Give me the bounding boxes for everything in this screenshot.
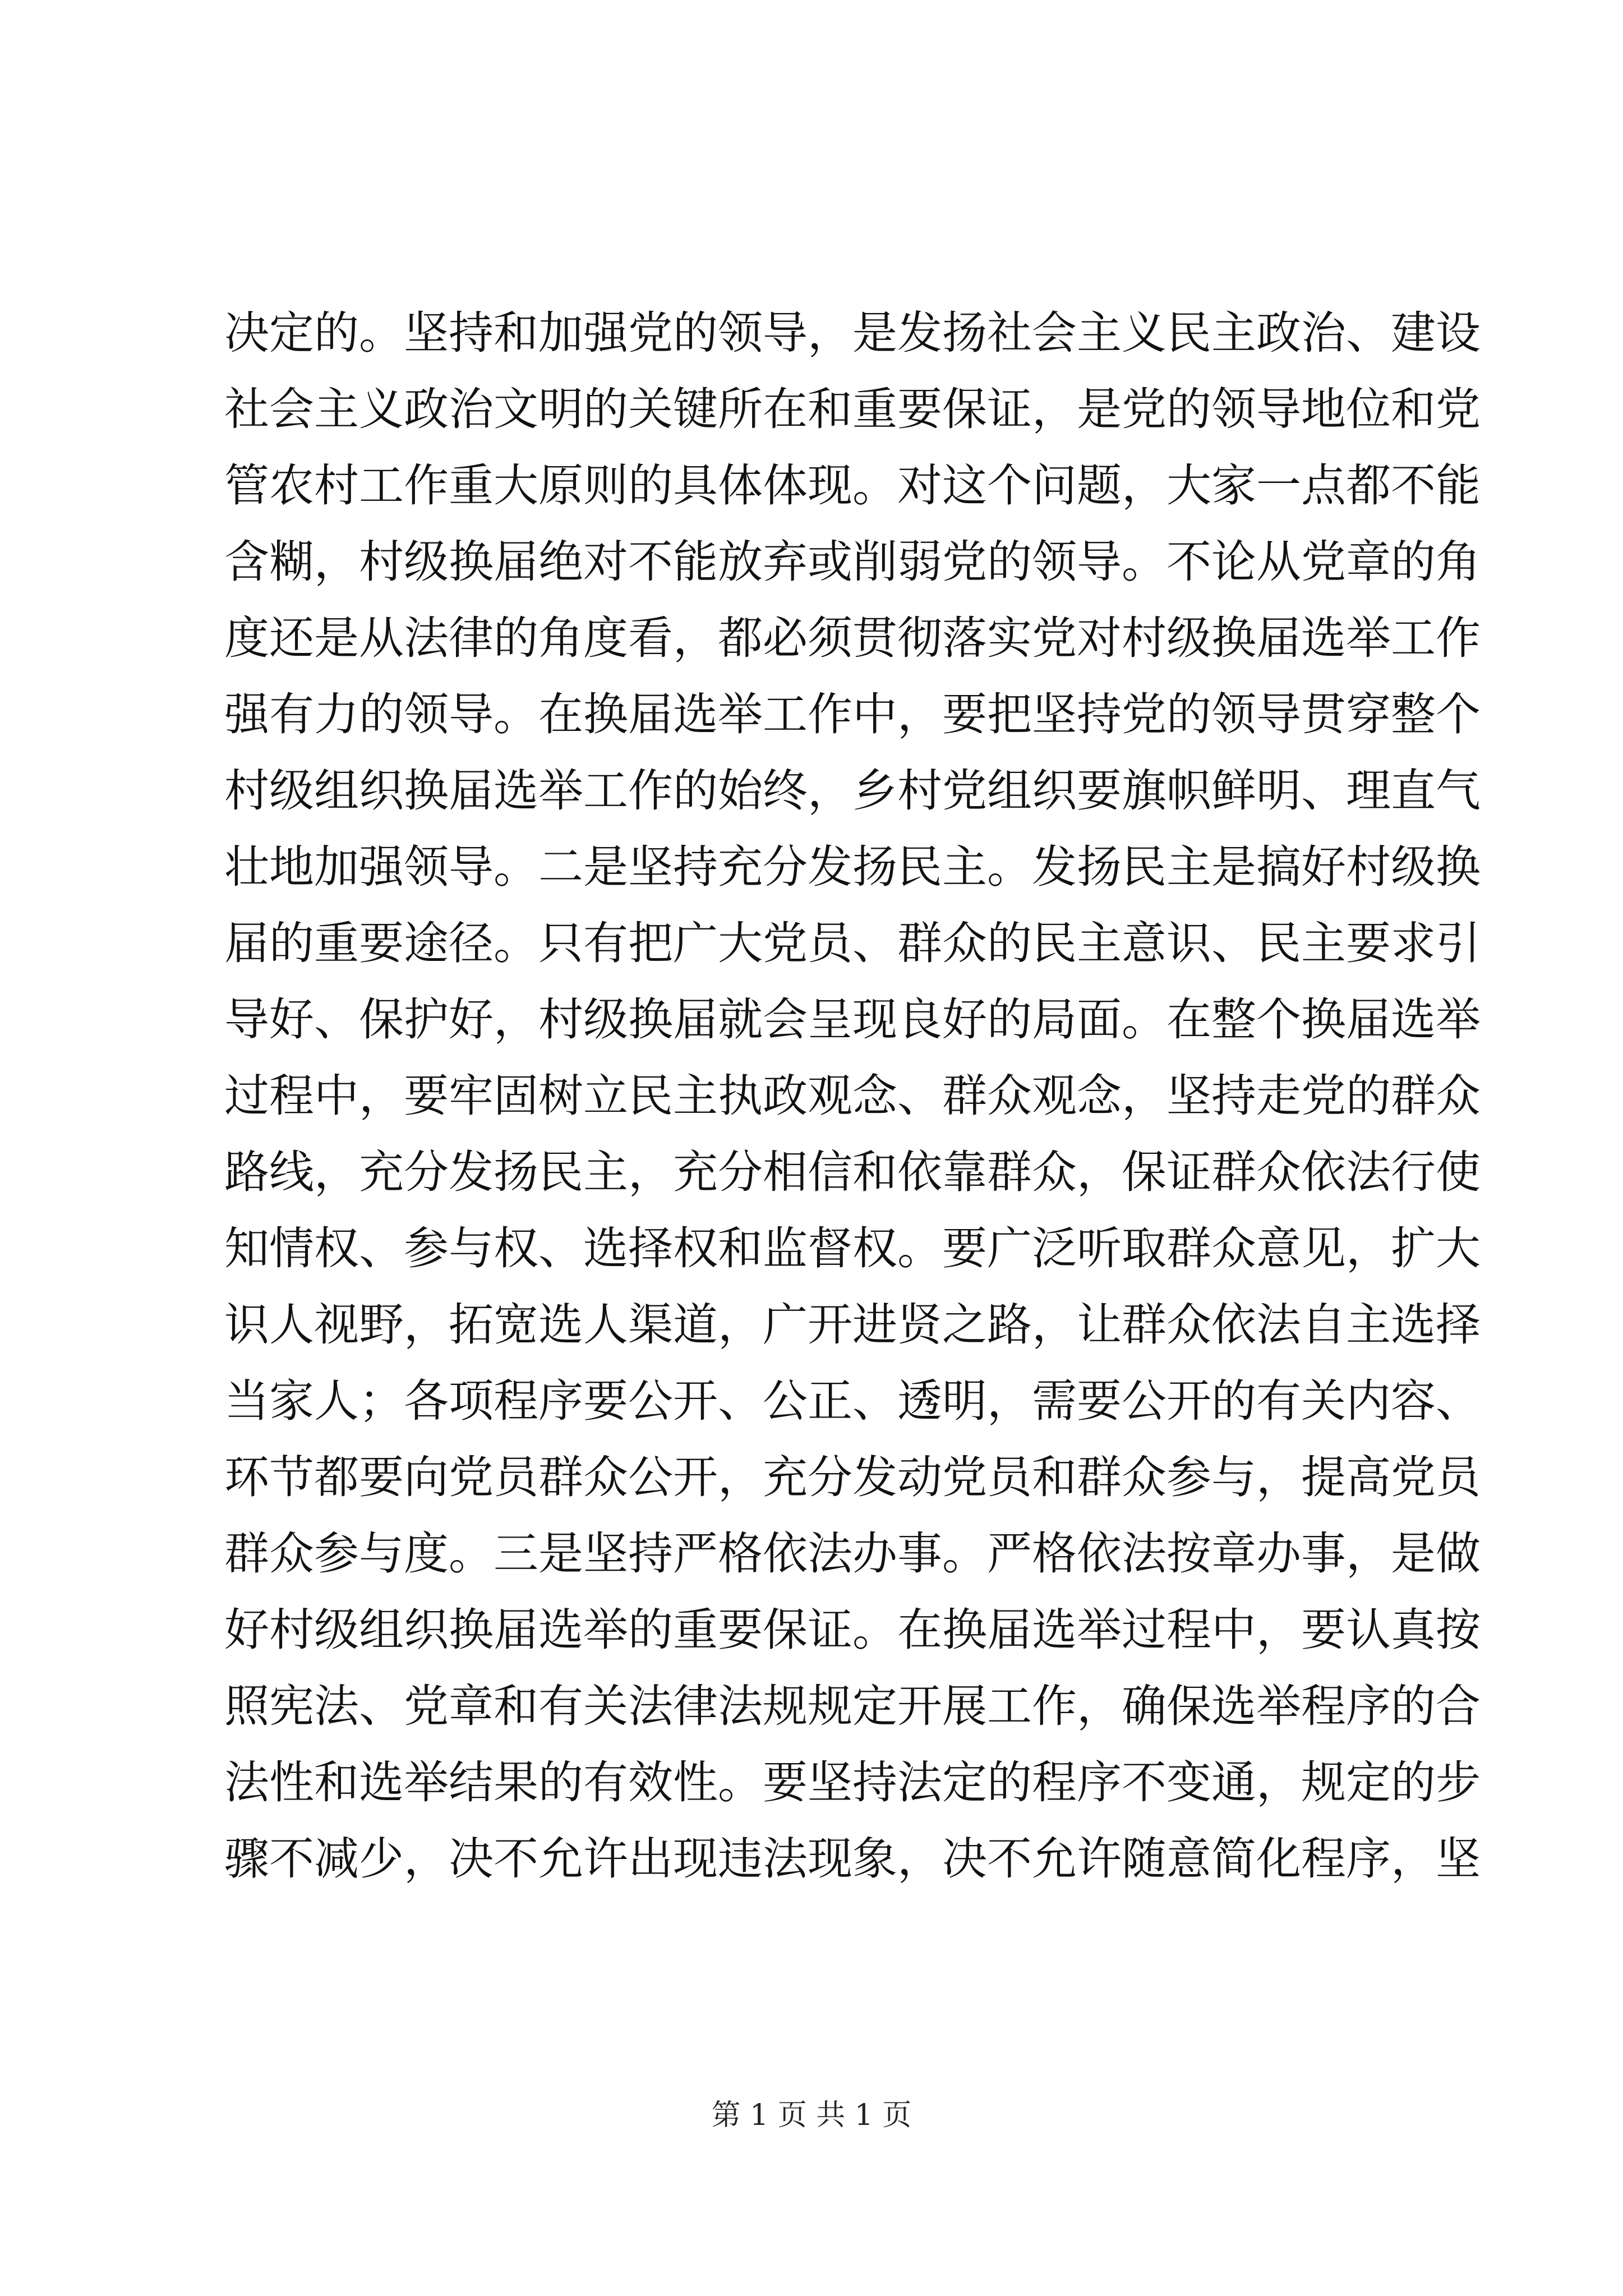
text-line: 管农村工作重大原则的具体体现。对这个问题，大家一点都不能 — [224, 459, 1481, 512]
body-text — [224, 295, 1481, 1897]
text-line: 路线，充分发扬民主，充分相信和依靠群众，保证群众依法行使 — [224, 1146, 1481, 1198]
text-line: 环节都要向党员群众公开，充分发动党员和群众参与，提高党员 — [224, 1451, 1481, 1503]
text-line: 社会主义政治文明的关键所在和重要保证，是党的领导地位和党 — [224, 383, 1481, 435]
text-line: 决定的。坚持和加强党的领导，是发扬社会主义民主政治、建设 — [224, 307, 1481, 359]
text-line: 壮地加强领导。二是坚持充分发扬民主。发扬民主是搞好村级换 — [224, 841, 1481, 893]
text-line: 村级组织换届选举工作的始终，乡村党组织要旗帜鲜明、理直气 — [224, 765, 1481, 817]
text-line: 当家人；各项程序要公开、公正、透明，需要公开的有关内容、 — [224, 1375, 1481, 1427]
page-number-footer: 第 1 页 共 1 页 — [711, 2099, 912, 2132]
text-line: 度还是从法律的角度看，都必须贯彻落实党对村级换届选举工作 — [224, 612, 1481, 664]
text-line: 届的重要途径。只有把广大党员、群众的民主意识、民主要求引 — [224, 917, 1481, 969]
text-line: 导好、保护好，村级换届就会呈现良好的局面。在整个换届选举 — [224, 993, 1481, 1046]
text-line: 含糊，村级换届绝对不能放弃或削弱党的领导。不论从党章的角 — [224, 536, 1481, 588]
text-line: 法性和选举结果的有效性。要坚持法定的程序不变通，规定的步 — [224, 1756, 1481, 1809]
text-line: 群众参与度。三是坚持严格依法办事。严格依法按章办事，是做 — [224, 1527, 1481, 1580]
text-line: 过程中，要牢固树立民主执政观念、群众观念，坚持走党的群众 — [224, 1070, 1481, 1122]
text-line: 知情权、参与权、选择权和监督权。要广泛听取群众意见，扩大 — [224, 1222, 1481, 1274]
text-line: 照宪法、党章和有关法律法规规定开展工作，确保选举程序的合 — [224, 1680, 1481, 1732]
text-line: 好村级组织换届选举的重要保证。在换届选举过程中，要认真按 — [224, 1604, 1481, 1656]
text-line: 识人视野，拓宽选人渠道，广开进贤之路，让群众依法自主选择 — [224, 1299, 1481, 1351]
text-line: 强有力的领导。在换届选举工作中，要把坚持党的领导贯穿整个 — [224, 688, 1481, 740]
text-line: 骤不减少，决不允许出现违法现象，决不允许随意简化程序，坚 — [224, 1833, 1481, 1885]
